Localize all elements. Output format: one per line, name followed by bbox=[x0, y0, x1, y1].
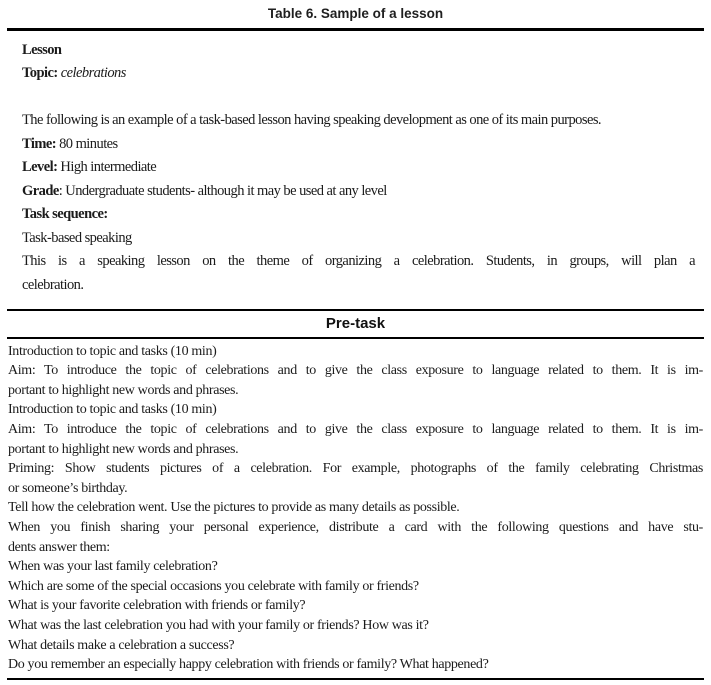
pretask-text-line: Introduction to topic and tasks (10 min) bbox=[8, 343, 217, 359]
pretask-text-line: What details make a celebration a success? bbox=[8, 637, 235, 653]
table-bottom-rule bbox=[7, 678, 704, 680]
pretask-text-line: What is your favorite celebration with friends or family? bbox=[8, 598, 306, 614]
intro-text-line bbox=[22, 39, 695, 63]
text-segment: : Undergraduate students- although it may be used at any level bbox=[58, 182, 387, 199]
text-segment: The following is an example of a task-based lesson having speaking development as one of its main purposes. bbox=[22, 112, 602, 128]
intro-text-line bbox=[22, 156, 695, 180]
text-segment: This is a speaking lesson on the theme of organizing a celebration. Students, in groups, will plan a bbox=[22, 253, 695, 269]
pretask-header: Pre-task bbox=[325, 315, 386, 332]
intro-text-line bbox=[22, 250, 695, 274]
pretask-text-line: portant to highlight new words and phrases. bbox=[8, 382, 239, 398]
intro-text-line bbox=[22, 109, 695, 133]
pretask-text-line: Aim: To introduce the topic of celebrations and to give the class exposure to language related to them. It is im- bbox=[8, 422, 703, 438]
pretask-text-line: Introduction to topic and tasks (10 min) bbox=[8, 402, 217, 418]
pretask-text-line: Do you remember an especially happy celebration with friends or family? What happened? bbox=[8, 657, 489, 673]
text-segment: celebrations bbox=[60, 65, 126, 81]
lesson-intro-section bbox=[0, 31, 711, 310]
pretask-text-line: portant to highlight new words and phrases. bbox=[8, 441, 239, 457]
blank-line bbox=[22, 86, 695, 110]
text-segment: High intermediate bbox=[57, 159, 157, 175]
pretask-body-section bbox=[0, 339, 711, 678]
text-segment: Topic: bbox=[22, 65, 61, 81]
text-segment: celebration. bbox=[22, 276, 84, 293]
intro-text-line bbox=[22, 62, 695, 86]
intro-text-line bbox=[22, 133, 695, 157]
text-segment: 80 minutes bbox=[56, 135, 118, 152]
pretask-text-line: What was the last celebration you had with your family or friends? How was it? bbox=[8, 618, 429, 633]
text-segment: Time: bbox=[22, 135, 57, 152]
pretask-text-line: Which are some of the special occasions you celebrate with family or friends? bbox=[8, 578, 419, 594]
intro-text-line bbox=[22, 180, 695, 204]
pretask-text-line: When you finish sharing your personal experience, distribute a card with the following questions and have stu- bbox=[8, 520, 703, 536]
pretask-text-line: Tell how the celebration went. Use the pictures to provide as many details as possible. bbox=[8, 500, 460, 516]
pretask-text-line: When was your last family celebration? bbox=[8, 559, 218, 575]
text-segment: Grade bbox=[22, 182, 59, 199]
table-caption: Table 6. Sample of a lesson bbox=[267, 6, 444, 21]
pretask-text-line: Priming: Show students pictures of a celebration. For example, photographs of the family celebrating Christmas bbox=[8, 461, 703, 477]
intro-text-line bbox=[22, 203, 695, 227]
pretask-text-line: dents answer them: bbox=[8, 539, 110, 555]
pretask-text-line: or someone’s birthday. bbox=[8, 480, 128, 496]
intro-text-line bbox=[22, 274, 695, 298]
intro-text-line bbox=[22, 227, 695, 251]
text-segment: Task-based speaking bbox=[22, 229, 132, 246]
text-segment: Lesson bbox=[22, 41, 62, 58]
text-segment: Level: bbox=[22, 159, 58, 175]
text-segment: Task sequence: bbox=[22, 206, 108, 222]
pretask-text-line: Aim: To introduce the topic of celebrations and to give the class exposure to language related to them. It is im- bbox=[8, 363, 703, 379]
